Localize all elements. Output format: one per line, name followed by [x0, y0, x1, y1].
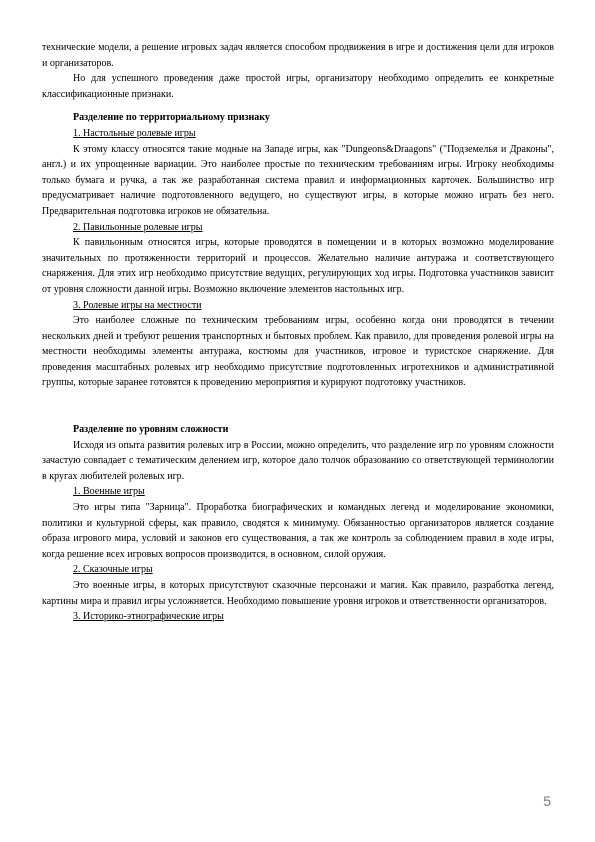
paragraph: К этому классу относятся такие модные на Западе игры, как "Dungeons&Draagons" ("Подземелья и Драконы", англ.) и их упрощенные вариации. Это наиболее простые по техническим требованиям игры. Игроку необходимы только бумага и ручка, а так же разработанная система правил и информационных карточек. Большинство игр предусматривает наличие подготовленного ведущего, но существуют игры, в которые можно играть без него. Предварительная подготовка игроков не обязательна.: [42, 143, 554, 217]
page-number: 5: [543, 793, 551, 810]
subsection-title: 3. Историко-этнографические игры: [73, 611, 224, 623]
subsection-title: 2. Сказочные игры: [73, 564, 153, 576]
paragraph: К павильонным относятся игры, которые проводятся в помещении и в которых возможно моделирование значительных по протяженности территорий и процессов. Желательно наличие антуража и соответствующего снаряжения. Для этих игр необходимо присутствие ведущих, регулирующих ход игры. Подготовка участников зависит от уровня сложности данной игры. Возможно включение элементов настольных игр.: [42, 237, 554, 295]
spacer: [42, 391, 554, 422]
paragraph: Это игры типа "Зарница". Проработка биографических и командных легенд и моделирование экономики, политики и культурной сферы, как правило, сводятся к минимуму. Обязанностью организаторов является создание образа игрового мира, условий и законов его существования, а так же контроль за соблюдением правил в ходе игры, когда решение всех игровых вопросов производится, в основном, силой оружия.: [42, 502, 554, 560]
paragraph: Но для успешного проведения даже простой игры, организатору необходимо определить ее конкретные классификационные признаки.: [42, 73, 554, 100]
section-heading-complexity: Разделение по уровням сложности: [73, 424, 229, 436]
section-heading-territorial: Разделение по территориальному признаку: [73, 112, 270, 124]
subsection-title: 1. Военные игры: [73, 486, 145, 498]
spacer: [42, 102, 554, 110]
subsection-title: 3. Ролевые игры на местности: [73, 299, 202, 311]
paragraph: Это военные игры, в которых присутствуют сказочные персонажи и магия. Как правило, разработка легенд, картины мира и правил игры усложняется. Необходимо повышение уровня игроков и ответственности организаторов.: [42, 580, 554, 607]
subsection-title: 2. Павильонные ролевые игры: [73, 221, 203, 233]
paragraph: Исходя из опыта развития ролевых игр в России, можно определить, что разделение игр по уровням сложности зачастую совпадает с тематическим делением игр, которое дало толчок образованию со ответствующей терминологии в кругах любителей ролевых игр.: [42, 439, 554, 482]
page-body: [42, 40, 554, 625]
paragraph: технические модели, а решение игровых задач является способом продвижения в игре и достижения цели для игроков и организаторов.: [42, 42, 554, 69]
subsection-title: 1. Настольные ролевые игры: [73, 127, 196, 139]
paragraph: Это наиболее сложные по техническим требованиям игры, особенно когда они проводятся в течении нескольких дней и требуют решения транспортных и бытовых проблем. Как правило, для проведения ролевой игры на местности необходимы элементы антуража, костюмы для участников, игровое и туристское снаряжение. Для проведения масштабных ролевых игр необходимо присутствие подготовленных игротехников и административной группы, которые заранее готовятся к проведению мероприятия и курируют подготовку участников.: [42, 315, 554, 389]
